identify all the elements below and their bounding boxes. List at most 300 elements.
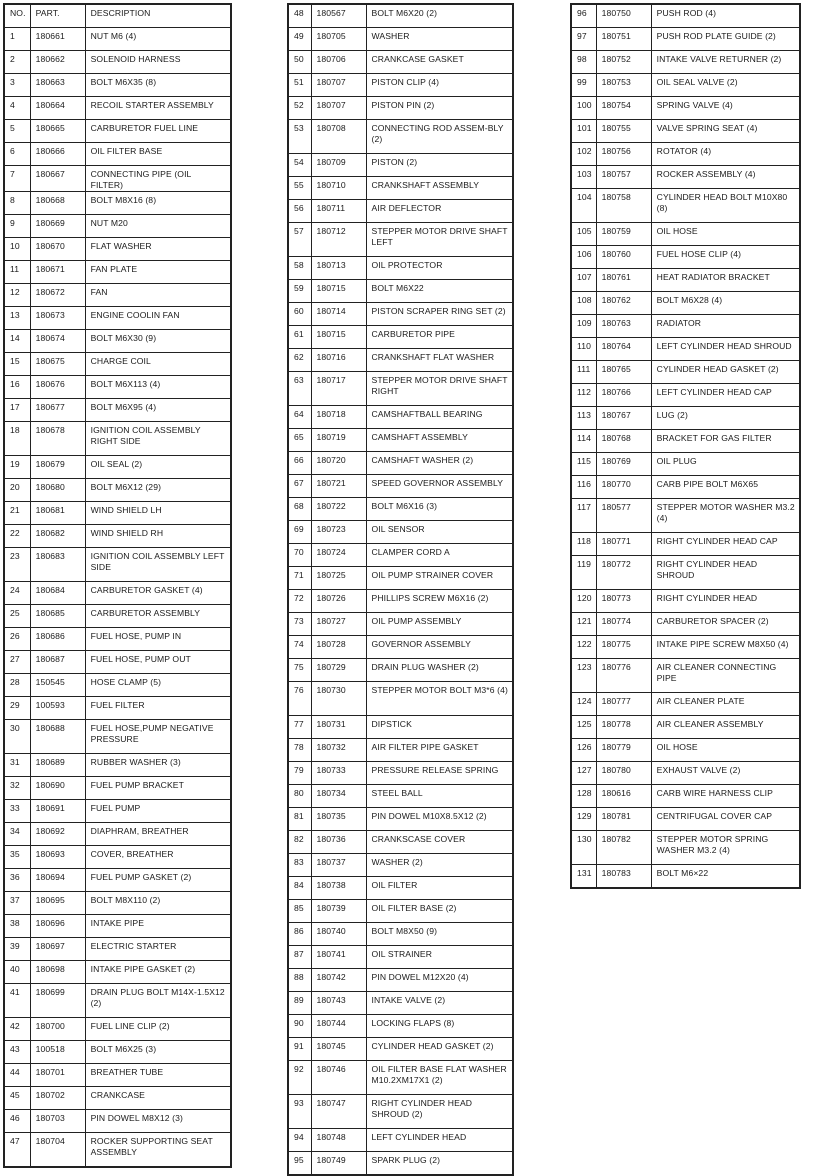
item-number-cell: 42 <box>4 1018 30 1041</box>
item-number-cell: 121 <box>571 613 596 636</box>
part-number-cell: 180684 <box>30 582 85 605</box>
item-number-cell: 72 <box>288 590 311 613</box>
description-cell: BOLT M6X113 (4) <box>85 376 231 399</box>
part-number-cell: 180695 <box>30 892 85 915</box>
item-number-cell: 75 <box>288 659 311 682</box>
table-row <box>288 406 513 429</box>
table-row <box>288 682 513 716</box>
part-number-cell: 180747 <box>311 1095 366 1129</box>
part-number-cell: 180781 <box>596 808 651 831</box>
table-row <box>288 326 513 349</box>
item-number-cell: 4 <box>4 97 30 120</box>
description-cell: ROCKER SUPPORTING SEAT ASSEMBLY <box>85 1133 231 1168</box>
table-row <box>288 51 513 74</box>
table-row <box>288 257 513 280</box>
table-row <box>288 946 513 969</box>
description-cell: RIGHT CYLINDER HEAD CAP <box>651 533 800 556</box>
part-number-cell: 180760 <box>596 246 651 269</box>
description-cell: CARBURETOR ASSEMBLY <box>85 605 231 628</box>
description-cell: DIAPHRAM, BREATHER <box>85 823 231 846</box>
item-number-cell: 111 <box>571 361 596 384</box>
table-row <box>571 120 800 143</box>
table-row <box>4 846 231 869</box>
part-number-cell: 180693 <box>30 846 85 869</box>
description-cell: DRAIN PLUG BOLT M14X-1.5X12 (2) <box>85 984 231 1018</box>
description-cell: DIPSTICK <box>366 716 513 739</box>
description-cell: ELECTRIC STARTER <box>85 938 231 961</box>
part-number-cell: 180687 <box>30 651 85 674</box>
item-number-cell: 91 <box>288 1038 311 1061</box>
item-number-cell: 109 <box>571 315 596 338</box>
description-cell: BOLT M6X28 (4) <box>651 292 800 315</box>
item-number-cell: 84 <box>288 877 311 900</box>
part-number-cell: 180694 <box>30 869 85 892</box>
description-cell: PUSH ROD (4) <box>651 4 800 28</box>
description-cell: CARB WIRE HARNESS CLIP <box>651 785 800 808</box>
part-number-cell: 180744 <box>311 1015 366 1038</box>
item-number-cell: 34 <box>4 823 30 846</box>
parts-table-column-2 <box>287 3 514 1176</box>
part-number-cell: 180670 <box>30 238 85 261</box>
part-number-cell: 180776 <box>596 659 651 693</box>
table-row <box>288 808 513 831</box>
part-number-cell: 180748 <box>311 1129 366 1152</box>
description-cell: FUEL PUMP GASKET (2) <box>85 869 231 892</box>
table-row <box>288 854 513 877</box>
item-number-cell: 54 <box>288 154 311 177</box>
description-cell: STEPPER MOTOR WASHER M3.2 (4) <box>651 499 800 533</box>
item-number-cell: 46 <box>4 1110 30 1133</box>
part-number-cell: 180679 <box>30 456 85 479</box>
item-number-cell: 24 <box>4 582 30 605</box>
item-number-cell: 3 <box>4 74 30 97</box>
item-number-cell: 58 <box>288 257 311 280</box>
description-cell: ROTATOR (4) <box>651 143 800 166</box>
description-cell: NUT M20 <box>85 215 231 238</box>
table-row <box>571 166 800 189</box>
table-row <box>288 74 513 97</box>
table-row <box>288 372 513 406</box>
description-cell: OIL SENSOR <box>366 521 513 544</box>
table-row <box>4 961 231 984</box>
description-cell: RIGHT CYLINDER HEAD <box>651 590 800 613</box>
part-number-cell: 180734 <box>311 785 366 808</box>
description-cell: CYLINDER HEAD BOLT M10X80 (8) <box>651 189 800 223</box>
part-number-cell: 180708 <box>311 120 366 154</box>
description-cell: OIL FILTER BASE FLAT WASHER M10.2XM17X1 (2) <box>366 1061 513 1095</box>
description-cell: CARBURETOR PIPE <box>366 326 513 349</box>
item-number-cell: 43 <box>4 1041 30 1064</box>
item-number-cell: 8 <box>4 192 30 215</box>
part-number-cell: 180672 <box>30 284 85 307</box>
table-row <box>288 120 513 154</box>
table-row <box>288 877 513 900</box>
description-cell: OIL PUMP STRAINER COVER <box>366 567 513 590</box>
table-row <box>4 869 231 892</box>
description-cell: CLAMPER CORD A <box>366 544 513 567</box>
table-row <box>288 544 513 567</box>
item-number-cell: 99 <box>571 74 596 97</box>
table-row <box>288 590 513 613</box>
description-cell: CRANKCASE <box>85 1087 231 1110</box>
table-row <box>4 376 231 399</box>
item-number-cell: 40 <box>4 961 30 984</box>
description-cell: SPRING VALVE (4) <box>651 97 800 120</box>
header-no: NO. <box>4 4 30 28</box>
item-number-cell: 95 <box>288 1152 311 1176</box>
table-row <box>571 361 800 384</box>
header-description: DESCRIPTION <box>85 4 231 28</box>
item-number-cell: 38 <box>4 915 30 938</box>
table-row <box>4 823 231 846</box>
item-number-cell: 57 <box>288 223 311 257</box>
description-cell: CAMSHAFT WASHER (2) <box>366 452 513 475</box>
table-row <box>4 502 231 525</box>
part-number-cell: 180768 <box>596 430 651 453</box>
description-cell: BOLT M6×22 <box>651 865 800 889</box>
part-number-cell: 180671 <box>30 261 85 284</box>
part-number-cell: 180749 <box>311 1152 366 1176</box>
part-number-cell: 180702 <box>30 1087 85 1110</box>
table-row <box>4 915 231 938</box>
description-cell: FUEL HOSE, PUMP OUT <box>85 651 231 674</box>
part-number-cell: 180731 <box>311 716 366 739</box>
item-number-cell: 50 <box>288 51 311 74</box>
item-number-cell: 100 <box>571 97 596 120</box>
table-row <box>4 1041 231 1064</box>
item-number-cell: 30 <box>4 720 30 754</box>
part-number-cell: 180732 <box>311 739 366 762</box>
item-number-cell: 14 <box>4 330 30 353</box>
table-row <box>571 51 800 74</box>
description-cell: STEPPER MOTOR SPRING WASHER M3.2 (4) <box>651 831 800 865</box>
table-row <box>288 900 513 923</box>
item-number-cell: 47 <box>4 1133 30 1168</box>
item-number-cell: 51 <box>288 74 311 97</box>
description-cell: WASHER (2) <box>366 854 513 877</box>
description-cell: OIL FILTER BASE (2) <box>366 900 513 923</box>
table-row <box>4 674 231 697</box>
table-row <box>571 407 800 430</box>
table-row <box>4 284 231 307</box>
item-number-cell: 73 <box>288 613 311 636</box>
table-row <box>4 120 231 143</box>
table-row <box>288 1152 513 1176</box>
table-row <box>4 628 231 651</box>
description-cell: CENTRIFUGAL COVER CAP <box>651 808 800 831</box>
part-number-cell: 180733 <box>311 762 366 785</box>
part-number-cell: 180703 <box>30 1110 85 1133</box>
table-row <box>288 200 513 223</box>
part-number-cell: 180722 <box>311 498 366 521</box>
table-row <box>4 1087 231 1110</box>
part-number-cell: 180720 <box>311 452 366 475</box>
part-number-cell: 180701 <box>30 1064 85 1087</box>
item-number-cell: 80 <box>288 785 311 808</box>
table-row <box>288 613 513 636</box>
item-number-cell: 94 <box>288 1129 311 1152</box>
item-number-cell: 10 <box>4 238 30 261</box>
table-row <box>4 984 231 1018</box>
description-cell: CRANKSHAFT ASSEMBLY <box>366 177 513 200</box>
description-cell: AIR CLEANER PLATE <box>651 693 800 716</box>
table-row <box>571 384 800 407</box>
part-number-cell: 180777 <box>596 693 651 716</box>
part-number-cell: 180773 <box>596 590 651 613</box>
item-number-cell: 33 <box>4 800 30 823</box>
item-number-cell: 127 <box>571 762 596 785</box>
table-row <box>571 189 800 223</box>
table-row <box>4 166 231 192</box>
table-row <box>4 97 231 120</box>
part-number-cell: 180706 <box>311 51 366 74</box>
item-number-cell: 122 <box>571 636 596 659</box>
description-cell: FUEL LINE CLIP (2) <box>85 1018 231 1041</box>
table-row <box>4 479 231 502</box>
part-number-cell: 180717 <box>311 372 366 406</box>
item-number-cell: 37 <box>4 892 30 915</box>
part-number-cell: 180682 <box>30 525 85 548</box>
part-number-cell: 180710 <box>311 177 366 200</box>
item-number-cell: 108 <box>571 292 596 315</box>
item-number-cell: 128 <box>571 785 596 808</box>
description-cell: BOLT M6X30 (9) <box>85 330 231 353</box>
table-row <box>4 399 231 422</box>
description-cell: STEEL BALL <box>366 785 513 808</box>
part-number-cell: 180676 <box>30 376 85 399</box>
part-number-cell: 180675 <box>30 353 85 376</box>
part-number-cell: 180780 <box>596 762 651 785</box>
table-row <box>4 143 231 166</box>
part-number-cell: 180716 <box>311 349 366 372</box>
part-number-cell: 180723 <box>311 521 366 544</box>
table-row <box>571 269 800 292</box>
description-cell: OIL PLUG <box>651 453 800 476</box>
description-cell: LEFT CYLINDER HEAD SHROUD <box>651 338 800 361</box>
part-number-cell: 180665 <box>30 120 85 143</box>
description-cell: RIGHT CYLINDER HEAD SHROUD <box>651 556 800 590</box>
item-number-cell: 45 <box>4 1087 30 1110</box>
part-number-cell: 180742 <box>311 969 366 992</box>
item-number-cell: 74 <box>288 636 311 659</box>
part-number-cell: 180755 <box>596 120 651 143</box>
table-row <box>4 238 231 261</box>
item-number-cell: 67 <box>288 475 311 498</box>
part-number-cell: 180697 <box>30 938 85 961</box>
parts-table-column-3 <box>570 3 801 889</box>
table-row <box>4 605 231 628</box>
item-number-cell: 39 <box>4 938 30 961</box>
description-cell: SOLENOID HARNESS <box>85 51 231 74</box>
table-row <box>571 808 800 831</box>
item-number-cell: 19 <box>4 456 30 479</box>
description-cell: BREATHER TUBE <box>85 1064 231 1087</box>
table-row <box>288 1095 513 1129</box>
item-number-cell: 118 <box>571 533 596 556</box>
description-cell: COVER, BREATHER <box>85 846 231 869</box>
description-cell: PISTON SCRAPER RING SET (2) <box>366 303 513 326</box>
item-number-cell: 44 <box>4 1064 30 1087</box>
part-number-cell: 180661 <box>30 28 85 51</box>
part-number-cell: 180678 <box>30 422 85 456</box>
description-cell: RIGHT CYLINDER HEAD SHROUD (2) <box>366 1095 513 1129</box>
table-row <box>4 1133 231 1168</box>
part-number-cell: 180577 <box>596 499 651 533</box>
table-row <box>288 429 513 452</box>
description-cell: OIL PUMP ASSEMBLY <box>366 613 513 636</box>
part-number-cell: 180741 <box>311 946 366 969</box>
part-number-cell: 180759 <box>596 223 651 246</box>
item-number-cell: 61 <box>288 326 311 349</box>
part-number-cell: 180715 <box>311 280 366 303</box>
description-cell: AIR DEFLECTOR <box>366 200 513 223</box>
item-number-cell: 104 <box>571 189 596 223</box>
table-header-row <box>4 4 231 28</box>
table-row <box>4 754 231 777</box>
header-part: PART. <box>30 4 85 28</box>
description-cell: RUBBER WASHER (3) <box>85 754 231 777</box>
item-number-cell: 101 <box>571 120 596 143</box>
description-cell: IGNITION COIL ASSEMBLY RIGHT SIDE <box>85 422 231 456</box>
item-number-cell: 85 <box>288 900 311 923</box>
description-cell: BOLT M6X16 (3) <box>366 498 513 521</box>
item-number-cell: 35 <box>4 846 30 869</box>
part-number-cell: 180750 <box>596 4 651 28</box>
description-cell: FAN <box>85 284 231 307</box>
item-number-cell: 15 <box>4 353 30 376</box>
part-number-cell: 180752 <box>596 51 651 74</box>
table-row <box>571 143 800 166</box>
description-cell: AIR CLEANER ASSEMBLY <box>651 716 800 739</box>
description-cell: BOLT M8X50 (9) <box>366 923 513 946</box>
description-cell: NUT M6 (4) <box>85 28 231 51</box>
table-row <box>4 330 231 353</box>
item-number-cell: 83 <box>288 854 311 877</box>
table-row <box>288 567 513 590</box>
part-number-cell: 100518 <box>30 1041 85 1064</box>
table-row <box>4 548 231 582</box>
table-row <box>288 739 513 762</box>
table-row <box>288 1015 513 1038</box>
item-number-cell: 117 <box>571 499 596 533</box>
description-cell: OIL SEAL VALVE (2) <box>651 74 800 97</box>
part-number-cell: 180761 <box>596 269 651 292</box>
item-number-cell: 31 <box>4 754 30 777</box>
table-row <box>4 192 231 215</box>
item-number-cell: 115 <box>571 453 596 476</box>
description-cell: EXHAUST VALVE (2) <box>651 762 800 785</box>
table-row <box>571 636 800 659</box>
table-row <box>4 525 231 548</box>
table-row <box>571 659 800 693</box>
description-cell: CHARGE COIL <box>85 353 231 376</box>
part-number-cell: 180739 <box>311 900 366 923</box>
part-number-cell: 180729 <box>311 659 366 682</box>
part-number-cell: 180663 <box>30 74 85 97</box>
part-number-cell: 180772 <box>596 556 651 590</box>
description-cell: CYLINDER HEAD GASKET (2) <box>651 361 800 384</box>
part-number-cell: 180616 <box>596 785 651 808</box>
description-cell: CONNECTING ROD ASSEM-BLY (2) <box>366 120 513 154</box>
item-number-cell: 87 <box>288 946 311 969</box>
item-number-cell: 70 <box>288 544 311 567</box>
description-cell: OIL HOSE <box>651 739 800 762</box>
item-number-cell: 124 <box>571 693 596 716</box>
description-cell: SPARK PLUG (2) <box>366 1152 513 1176</box>
item-number-cell: 63 <box>288 372 311 406</box>
table-row <box>571 74 800 97</box>
table-row <box>288 659 513 682</box>
table-row <box>571 590 800 613</box>
table-row <box>288 4 513 28</box>
description-cell: ENGINE COOLIN FAN <box>85 307 231 330</box>
table-row <box>571 430 800 453</box>
table-row <box>4 1110 231 1133</box>
description-cell: RECOIL STARTER ASSEMBLY <box>85 97 231 120</box>
table-row <box>288 785 513 808</box>
part-number-cell: 180721 <box>311 475 366 498</box>
part-number-cell: 180774 <box>596 613 651 636</box>
table-row <box>288 154 513 177</box>
item-number-cell: 77 <box>288 716 311 739</box>
part-number-cell: 180699 <box>30 984 85 1018</box>
description-cell: WIND SHIELD RH <box>85 525 231 548</box>
description-cell: OIL HOSE <box>651 223 800 246</box>
description-cell: LEFT CYLINDER HEAD CAP <box>651 384 800 407</box>
part-number-cell: 180736 <box>311 831 366 854</box>
part-number-cell: 180745 <box>311 1038 366 1061</box>
item-number-cell: 125 <box>571 716 596 739</box>
part-number-cell: 180709 <box>311 154 366 177</box>
table-row <box>571 28 800 51</box>
description-cell: INTAKE PIPE <box>85 915 231 938</box>
description-cell: HOSE CLAMP (5) <box>85 674 231 697</box>
part-number-cell: 180567 <box>311 4 366 28</box>
item-number-cell: 59 <box>288 280 311 303</box>
part-number-cell: 180782 <box>596 831 651 865</box>
part-number-cell: 180771 <box>596 533 651 556</box>
item-number-cell: 23 <box>4 548 30 582</box>
item-number-cell: 119 <box>571 556 596 590</box>
part-number-cell: 180681 <box>30 502 85 525</box>
description-cell: BOLT M6X35 (8) <box>85 74 231 97</box>
part-number-cell: 180713 <box>311 257 366 280</box>
description-cell: LEFT CYLINDER HEAD <box>366 1129 513 1152</box>
table-row <box>571 4 800 28</box>
table-row <box>4 456 231 479</box>
item-number-cell: 36 <box>4 869 30 892</box>
description-cell: FUEL PUMP BRACKET <box>85 777 231 800</box>
part-number-cell: 180705 <box>311 28 366 51</box>
part-number-cell: 180677 <box>30 399 85 422</box>
part-number-cell: 180770 <box>596 476 651 499</box>
item-number-cell: 13 <box>4 307 30 330</box>
item-number-cell: 62 <box>288 349 311 372</box>
item-number-cell: 18 <box>4 422 30 456</box>
item-number-cell: 105 <box>571 223 596 246</box>
table-row <box>288 97 513 120</box>
description-cell: BOLT M6X20 (2) <box>366 4 513 28</box>
table-row <box>288 349 513 372</box>
item-number-cell: 41 <box>4 984 30 1018</box>
part-number-cell: 180689 <box>30 754 85 777</box>
item-number-cell: 21 <box>4 502 30 525</box>
part-number-cell: 180688 <box>30 720 85 754</box>
table-row <box>288 762 513 785</box>
table-row <box>571 453 800 476</box>
part-number-cell: 180753 <box>596 74 651 97</box>
item-number-cell: 116 <box>571 476 596 499</box>
